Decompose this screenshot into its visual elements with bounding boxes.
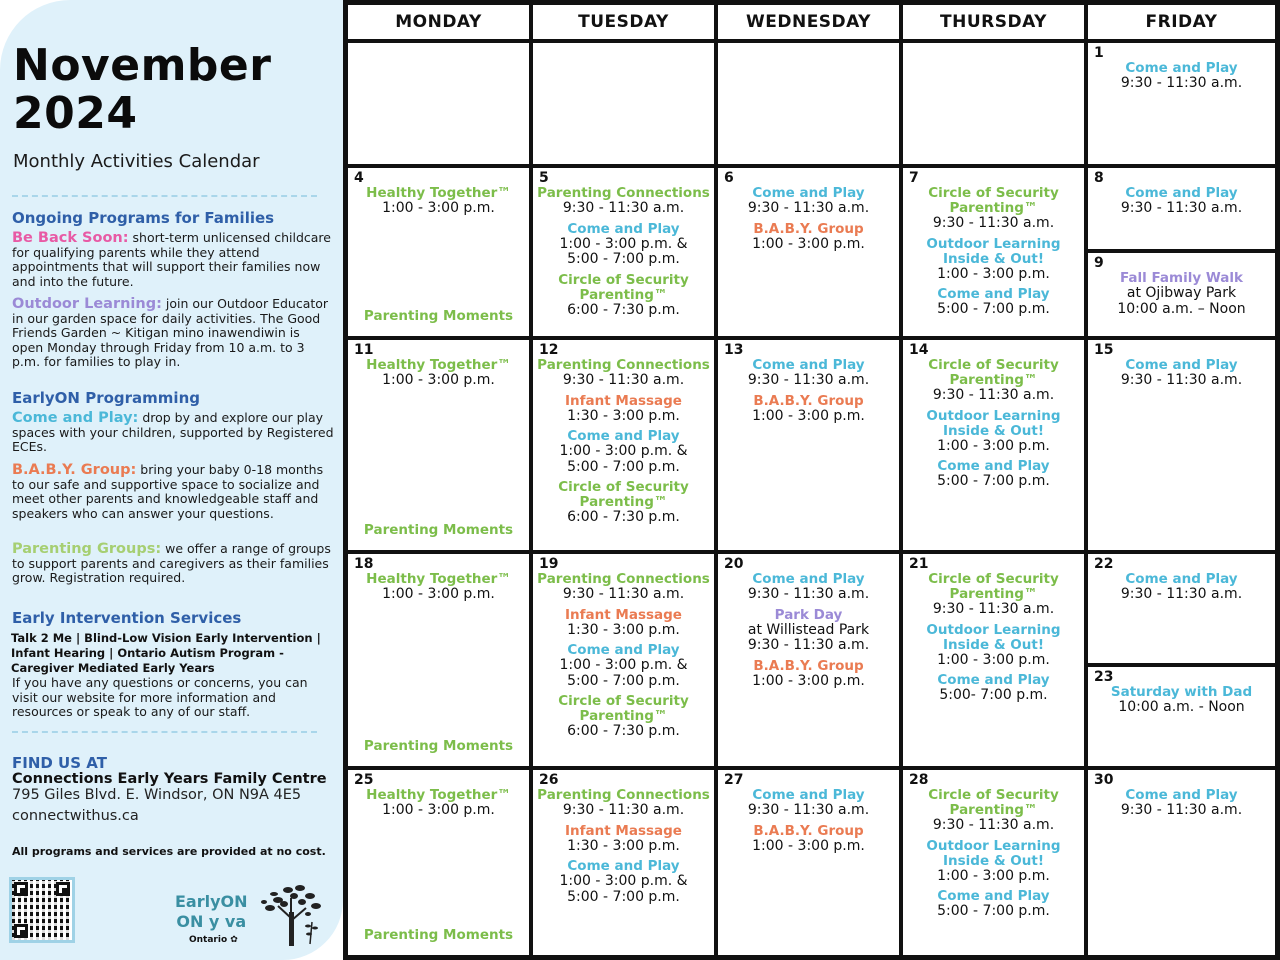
baby-group-label: B.A.B.Y. Group <box>12 462 131 478</box>
trillium-icon: ✿ <box>230 935 238 945</box>
event-name: Circle of Security Parenting™ <box>928 185 1059 216</box>
event-item[interactable] <box>533 394 714 425</box>
event-item[interactable] <box>903 409 1084 455</box>
event-name: Outdoor Learning Inside & Out! <box>926 621 1061 653</box>
event-item[interactable] <box>533 186 714 217</box>
event-item[interactable] <box>1088 61 1275 92</box>
day-number: 13 <box>724 342 744 358</box>
parenting-groups-label: Parenting Groups <box>12 541 156 557</box>
intervention-text: If you have any questions or concerns, you can visit our website for more information and resources or speak to any of our staff. <box>12 675 308 720</box>
day-cell[interactable] <box>718 554 899 766</box>
event-time: 9:30 - 11:30 a.m. <box>932 601 1055 617</box>
find-us-heading: FIND US AT <box>12 754 107 772</box>
event-list <box>1088 572 1275 608</box>
event-list <box>903 358 1084 495</box>
event-name: Come and Play <box>937 888 1050 904</box>
event-time: 9:30 - 11:30 a.m. <box>1120 372 1243 388</box>
event-list <box>1088 788 1275 824</box>
day-cell-empty <box>533 43 714 164</box>
day-cell-empty <box>903 43 1084 164</box>
day-cell[interactable] <box>1088 168 1275 249</box>
event-list <box>533 358 714 531</box>
event-name: Parenting Connections <box>537 357 710 373</box>
day-number: 30 <box>1094 772 1114 788</box>
title-year: 2024 <box>13 88 138 139</box>
event-name: Come and Play <box>752 357 865 373</box>
event-name: Come and Play <box>1125 357 1238 373</box>
ongoing-heading: Ongoing Programs for Families <box>12 209 275 227</box>
event-item[interactable] <box>718 659 899 690</box>
event-time: 1:00 - 3:00 p.m. & <box>559 443 688 459</box>
day-number: 14 <box>909 342 929 358</box>
day-cell[interactable] <box>1088 554 1275 663</box>
day-number: 5 <box>539 170 549 186</box>
day-number: 26 <box>539 772 559 788</box>
event-name: Come and Play <box>937 458 1050 474</box>
event-item[interactable] <box>533 694 714 740</box>
parenting-groups-text: we offer a range of groups to support parents and caregivers as their families grow. Registration required. <box>12 541 331 586</box>
event-item[interactable] <box>1088 685 1275 716</box>
be-back-soon-label: Be Back Soon <box>12 230 123 246</box>
event-time: 1:00 - 3:00 p.m. <box>752 837 865 854</box>
event-item[interactable] <box>718 358 899 389</box>
event-time: 1:00 - 3:00 p.m. <box>752 672 865 689</box>
event-name: Circle of Security Parenting™ <box>928 571 1059 602</box>
event-item[interactable] <box>903 237 1084 283</box>
event-time: 9:30 - 11:30 a.m. <box>1120 200 1243 216</box>
event-time: 5:00 - 7:00 p.m. <box>567 672 680 689</box>
day-cell[interactable] <box>903 554 1084 766</box>
event-time: 1:00 - 3:00 p.m. & <box>559 235 688 252</box>
day-cell[interactable] <box>1088 770 1275 955</box>
day-number: 8 <box>1094 170 1104 186</box>
day-number: 15 <box>1094 342 1114 358</box>
qr-finder <box>14 882 28 896</box>
event-time: 1:00 - 3:00 p.m. <box>937 867 1050 884</box>
event-item[interactable] <box>903 673 1084 704</box>
outdoor-learning-desc: Outdoor Learning: join our Outdoor Educator in our garden space for daily activities. The Good Friends Garden ~ Kitigan mino inawendiwin is open Monday through Friday from 10 a.m. to 3 p.m. for families to play in. <box>12 296 329 370</box>
day-cell[interactable] <box>1088 43 1275 164</box>
event-time: 1:30 - 3:00 p.m. <box>567 621 680 638</box>
day-cell[interactable] <box>348 340 529 550</box>
event-name: Infant Massage <box>565 606 682 623</box>
event-time: 9:30 - 11:30 a.m. <box>562 802 685 818</box>
event-time: 1:00 - 3:00 p.m. <box>382 802 495 818</box>
event-time: 5:00 - 7:00 p.m. <box>567 251 680 267</box>
event-item[interactable] <box>718 572 899 603</box>
event-list <box>718 788 899 859</box>
event-item[interactable] <box>533 480 714 526</box>
event-time: 1:00 - 3:00 p.m. <box>937 437 1050 454</box>
event-name: Come and Play <box>567 858 680 874</box>
event-time: 1:00 - 3:00 p.m. & <box>559 657 688 673</box>
event-item[interactable] <box>718 186 899 217</box>
event-list <box>718 358 899 429</box>
event-time: 9:30 - 11:30 a.m. <box>932 215 1055 231</box>
event-name: Come and Play <box>567 428 680 444</box>
page-title <box>13 42 271 138</box>
event-list <box>718 572 899 694</box>
event-time: 5:00- 7:00 p.m. <box>939 687 1048 703</box>
day-number: 18 <box>354 556 374 572</box>
day-cell-empty <box>348 43 529 164</box>
qr-pattern <box>12 880 72 940</box>
event-item[interactable] <box>1088 358 1275 389</box>
be-back-soon-desc: Be Back Soon: short-term unlicensed childcare for qualifying parents while they attend appointments that will support their families now and into the future. <box>12 230 331 289</box>
day-number: 21 <box>909 556 929 572</box>
event-item[interactable] <box>348 788 529 819</box>
event-item[interactable] <box>718 608 899 654</box>
earlyon-logo <box>175 892 248 932</box>
event-item[interactable] <box>348 358 529 389</box>
event-item[interactable] <box>1088 788 1275 819</box>
event-item[interactable] <box>533 429 714 475</box>
day-cell[interactable] <box>903 770 1084 955</box>
event-time: 10:00 a.m. – Noon <box>1117 300 1246 317</box>
event-item[interactable] <box>1088 572 1275 603</box>
day-cell[interactable] <box>718 340 899 550</box>
intervention-services: Talk 2 Me | Blind-Low Vision Early Intervention | Infant Hearing | Ontario Autism Program - Caregiver Mediated Early Years <box>11 631 321 675</box>
event-name: Parenting Connections <box>537 185 710 201</box>
header-monday: MONDAY <box>348 5 529 39</box>
day-cell[interactable] <box>903 340 1084 550</box>
info-sidebar <box>0 0 343 960</box>
day-cell[interactable] <box>1088 253 1275 336</box>
event-item[interactable] <box>1088 271 1275 317</box>
event-time: 6:00 - 7:30 p.m. <box>567 509 680 525</box>
event-name: Outdoor Learning Inside & Out! <box>926 235 1061 267</box>
event-list <box>718 186 899 257</box>
event-name: Come and Play <box>1125 787 1238 803</box>
event-time: 1:00 - 3:00 p.m. <box>752 407 865 424</box>
event-name: Come and Play <box>752 571 865 587</box>
event-list <box>1088 271 1275 322</box>
event-time: 1:00 - 3:00 p.m. <box>937 651 1050 668</box>
event-time: 5:00 - 7:00 p.m. <box>937 301 1050 317</box>
event-name: B.A.B.Y. Group <box>753 220 864 237</box>
event-time: 9:30 - 11:30 a.m. <box>1120 802 1243 818</box>
event-time: 1:00 - 3:00 p.m. <box>382 372 495 388</box>
outdoor-learning-label: Outdoor Learning <box>12 296 157 312</box>
event-list <box>533 788 714 910</box>
event-time: 9:30 - 11:30 a.m. <box>562 586 685 602</box>
event-time: 1:00 - 3:00 p.m. & <box>559 873 688 889</box>
event-name: Come and Play <box>1125 60 1238 76</box>
qr-finder <box>56 882 70 896</box>
event-time: 9:30 - 11:30 a.m. <box>747 200 870 216</box>
event-item[interactable] <box>533 824 714 855</box>
event-time: 6:00 - 7:30 p.m. <box>567 723 680 739</box>
event-time: 9:30 - 11:30 a.m. <box>932 387 1055 403</box>
event-time: 6:00 - 7:30 p.m. <box>567 301 680 318</box>
event-list <box>1088 186 1275 222</box>
no-cost-note: All programs and services are provided at no cost. <box>12 845 326 858</box>
day-cell[interactable] <box>1088 340 1275 550</box>
event-time: 1:00 - 3:00 p.m. <box>937 265 1050 282</box>
event-name: Fall Family Walk <box>1120 270 1243 286</box>
event-list <box>1088 61 1275 97</box>
header-tuesday: TUESDAY <box>533 5 714 39</box>
event-time: at Ojibway Park <box>1126 285 1237 301</box>
event-name: Come and Play <box>567 642 680 658</box>
day-cell[interactable] <box>1088 667 1275 766</box>
event-item[interactable] <box>533 222 714 268</box>
day-number: 7 <box>909 170 919 186</box>
event-item[interactable] <box>718 824 899 855</box>
day-cell[interactable] <box>348 554 529 766</box>
day-number: 27 <box>724 772 744 788</box>
event-name: B.A.B.Y. Group <box>753 822 864 839</box>
intervention-heading: Early Intervention Services <box>12 609 242 627</box>
logo-line2: ON y va <box>176 912 247 931</box>
centre-address: 795 Giles Blvd. E. Windsor, ON N9A 4E5 <box>12 787 302 803</box>
be-back-soon-text: short-term unlicensed childcare for qualifying parents while they attend appointments that will support their families now and into the future. <box>12 230 331 289</box>
qr-finder <box>14 924 28 938</box>
event-name: Come and Play <box>937 672 1050 688</box>
event-item[interactable] <box>718 394 899 425</box>
event-item[interactable] <box>1088 186 1275 217</box>
baby-group-desc: B.A.B.Y. Group: bring your baby 0-18 months to our safe and supportive space to socialize and meet other parents and knowledgeable staff and speakers who can answer your questions. <box>12 462 324 521</box>
event-name: Come and Play <box>937 286 1050 302</box>
event-item[interactable] <box>533 273 714 319</box>
day-number: 9 <box>1094 255 1104 271</box>
event-name: Come and Play <box>752 185 865 201</box>
event-name: Healthy Together™ <box>366 571 511 587</box>
event-time: 1:00 - 3:00 p.m. <box>382 586 495 602</box>
logo-line1: EarlyON <box>175 892 248 911</box>
event-time: 9:30 - 11:30 a.m. <box>747 802 870 818</box>
event-item[interactable] <box>903 186 1084 232</box>
header-thursday: THURSDAY <box>903 5 1084 39</box>
day-cell[interactable] <box>533 554 714 766</box>
event-name: Healthy Together™ <box>366 357 511 373</box>
event-time: 9:30 - 11:30 a.m. <box>562 200 685 216</box>
event-name: Circle of Security Parenting™ <box>928 357 1059 388</box>
day-cell[interactable] <box>718 168 899 336</box>
event-name: Circle of Security Parenting™ <box>558 693 689 724</box>
parenting-moments-label[interactable]: Parenting Moments <box>363 522 514 538</box>
day-cell[interactable] <box>533 340 714 550</box>
event-time: 9:30 - 11:30 a.m. <box>747 637 870 653</box>
event-item[interactable] <box>533 643 714 689</box>
event-item[interactable] <box>903 459 1084 490</box>
day-number: 19 <box>539 556 559 572</box>
event-item[interactable] <box>348 186 529 217</box>
event-time: 5:00 - 7:00 p.m. <box>937 903 1050 919</box>
earlyon-heading: EarlyON Programming <box>12 389 200 407</box>
website-link[interactable]: connectwithus.ca <box>12 808 139 824</box>
event-time: 5:00 - 7:00 p.m. <box>937 473 1050 489</box>
event-item[interactable] <box>533 859 714 905</box>
event-name: Parenting Connections <box>537 787 710 803</box>
day-cell[interactable] <box>533 770 714 955</box>
event-list <box>348 186 529 222</box>
event-time: at Willistead Park <box>747 621 870 638</box>
event-list <box>533 572 714 745</box>
title-month: November <box>13 40 272 91</box>
parenting-groups-desc: Parenting Groups: we offer a range of groups to support parents and caregivers as their families grow. Registration required. <box>12 541 331 586</box>
day-number: 25 <box>354 772 374 788</box>
divider <box>12 195 317 197</box>
event-name: B.A.B.Y. Group <box>753 392 864 409</box>
event-list <box>348 572 529 608</box>
come-and-play-desc: Come and Play: drop by and explore our play spaces with your children, supported by Registered ECEs. <box>12 410 334 455</box>
day-number: 4 <box>354 170 364 186</box>
day-number: 12 <box>539 342 559 358</box>
event-name: Healthy Together™ <box>366 185 511 201</box>
event-time: 9:30 - 11:30 a.m. <box>562 372 685 388</box>
day-number: 22 <box>1094 556 1114 572</box>
day-number: 1 <box>1094 45 1104 61</box>
event-item[interactable] <box>533 788 714 819</box>
event-name: Park Day <box>774 606 843 623</box>
day-cell[interactable] <box>348 770 529 955</box>
day-number: 11 <box>354 342 374 358</box>
event-name: Circle of Security Parenting™ <box>558 271 689 303</box>
tree-icon <box>258 878 328 948</box>
ontario-logo <box>189 935 238 945</box>
event-item[interactable] <box>903 572 1084 618</box>
event-list <box>903 788 1084 925</box>
event-item[interactable] <box>903 287 1084 318</box>
parenting-moments-label[interactable]: Parenting Moments <box>363 308 514 324</box>
event-item[interactable] <box>903 889 1084 920</box>
event-item[interactable] <box>533 608 714 639</box>
event-time: 1:00 - 3:00 p.m. <box>752 235 865 252</box>
event-name: Outdoor Learning Inside & Out! <box>926 837 1061 869</box>
come-and-play-text: drop by and explore our play spaces with your children, supported by Registered ECEs. <box>12 410 334 455</box>
event-name: Infant Massage <box>565 822 682 839</box>
event-name: Parenting Connections <box>537 571 710 587</box>
event-list <box>1088 358 1275 394</box>
event-time: 1:30 - 3:00 p.m. <box>567 407 680 424</box>
event-time: 5:00 - 7:00 p.m. <box>567 888 680 905</box>
event-name: Come and Play <box>1125 571 1238 587</box>
event-name: Circle of Security Parenting™ <box>558 479 689 510</box>
day-cell[interactable] <box>348 168 529 336</box>
event-item[interactable] <box>718 788 899 819</box>
event-item[interactable] <box>533 572 714 603</box>
day-cell[interactable] <box>533 168 714 336</box>
event-item[interactable] <box>903 788 1084 834</box>
event-item[interactable] <box>348 572 529 603</box>
event-item[interactable] <box>718 222 899 253</box>
event-item[interactable] <box>903 623 1084 669</box>
divider <box>12 731 317 733</box>
day-number: 23 <box>1094 669 1114 685</box>
parenting-moments-label[interactable]: Parenting Moments <box>363 927 514 943</box>
event-name: Saturday with Dad <box>1110 684 1253 700</box>
ontario-label: Ontario <box>189 935 228 945</box>
event-time: 9:30 - 11:30 a.m. <box>1120 586 1243 602</box>
event-name: Outdoor Learning Inside & Out! <box>926 407 1061 439</box>
event-list <box>903 572 1084 709</box>
event-name: Circle of Security Parenting™ <box>928 787 1059 818</box>
day-number: 6 <box>724 170 734 186</box>
event-time: 1:30 - 3:00 p.m. <box>567 837 680 854</box>
event-name: B.A.B.Y. Group <box>753 657 864 674</box>
event-list <box>348 788 529 824</box>
header-wednesday: WEDNESDAY <box>718 5 899 39</box>
event-name: Come and Play <box>567 220 680 237</box>
event-time: 1:00 - 3:00 p.m. <box>382 200 495 216</box>
event-list <box>903 186 1084 323</box>
event-name: Infant Massage <box>565 392 682 409</box>
event-list <box>1088 685 1275 721</box>
day-number: 20 <box>724 556 744 572</box>
event-name: Come and Play <box>752 787 865 803</box>
day-cell-empty <box>718 43 899 164</box>
event-time: 9:30 - 11:30 a.m. <box>747 372 870 388</box>
centre-name: Connections Early Years Family Centre <box>12 771 327 787</box>
day-number: 28 <box>909 772 929 788</box>
event-item[interactable] <box>903 839 1084 885</box>
event-time: 9:30 - 11:30 a.m. <box>932 817 1055 833</box>
header-friday: FRIDAY <box>1088 5 1275 39</box>
page-subtitle: Monthly Activities Calendar <box>13 151 260 172</box>
outdoor-learning-text: join our Outdoor Educator in our garden space for daily activities. The Good Friends Garden ~ Kitigan mino inawendiwin is open Monday through Friday from 10 a.m. to 3 p.m. for families to play in. <box>12 296 329 370</box>
event-name: Healthy Together™ <box>366 787 511 803</box>
parenting-moments-label[interactable]: Parenting Moments <box>363 738 514 754</box>
event-item[interactable] <box>533 358 714 389</box>
come-and-play-label: Come and Play <box>12 410 133 426</box>
event-name: Come and Play <box>1125 185 1238 201</box>
event-time: 10:00 a.m. - Noon <box>1118 699 1245 715</box>
day-cell[interactable] <box>718 770 899 955</box>
day-cell[interactable] <box>903 168 1084 336</box>
baby-group-text: bring your baby 0-18 months to our safe and supportive space to socialize and meet other parents and knowledgeable staff and speakers who can answer your questions. <box>12 462 324 521</box>
qr-code[interactable] <box>9 877 75 943</box>
event-time: 9:30 - 11:30 a.m. <box>747 586 870 602</box>
event-list <box>348 358 529 394</box>
calendar-grid <box>343 0 1280 960</box>
event-item[interactable] <box>903 358 1084 404</box>
event-list <box>533 186 714 323</box>
event-time: 9:30 - 11:30 a.m. <box>1120 75 1243 91</box>
event-time: 5:00 - 7:00 p.m. <box>567 458 680 475</box>
